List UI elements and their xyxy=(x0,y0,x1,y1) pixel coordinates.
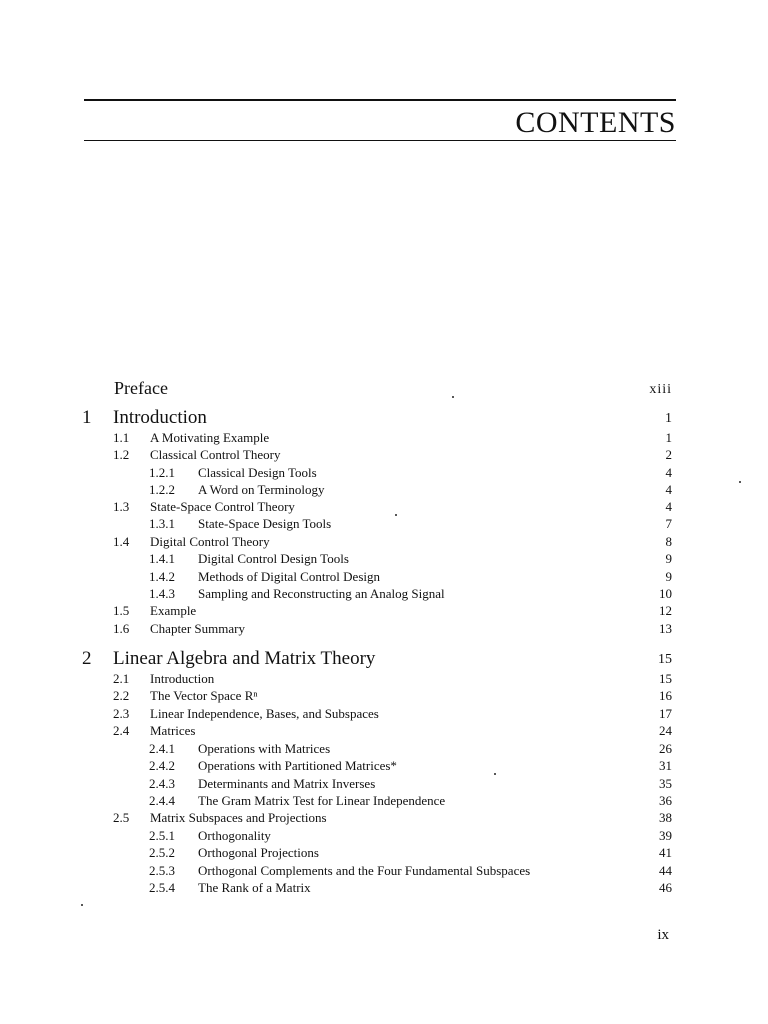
entry-title: Classical Design Tools xyxy=(198,465,317,480)
entry-page: 7 xyxy=(665,516,672,531)
entry-title: Determinants and Matrix Inverses xyxy=(198,776,376,791)
entry-page: 4 xyxy=(665,482,672,497)
entry-title: Matrix Subspaces and Projections xyxy=(150,810,327,825)
entry-title: A Word on Terminology xyxy=(198,482,325,497)
entry-number: 2.4.2 xyxy=(149,758,175,773)
entry-page: 26 xyxy=(659,741,672,756)
entry-title: Orthogonal Complements and the Four Fundamental Subspaces xyxy=(198,863,531,878)
entry-page: 38 xyxy=(659,810,672,825)
entry-title: Digital Control Theory xyxy=(150,534,270,549)
toc-section-entry[interactable] xyxy=(0,603,768,621)
entry-number: 2.2 xyxy=(113,688,130,703)
entry-number: 1.3.1 xyxy=(149,516,175,531)
entry-title: State-Space Control Theory xyxy=(150,499,295,514)
entry-number: 1.4 xyxy=(113,534,130,549)
entry-page: xiii xyxy=(649,382,672,397)
toc-section-entry[interactable] xyxy=(0,534,768,552)
entry-number: 2.4.3 xyxy=(149,776,175,791)
entry-number: 1.6 xyxy=(113,621,130,636)
entry-page: 35 xyxy=(659,776,672,791)
entry-title: The Rank of a Matrix xyxy=(198,880,311,895)
toc-section-entry[interactable] xyxy=(0,810,768,828)
toc-subsection-entry[interactable] xyxy=(0,828,768,846)
entry-page: 15 xyxy=(658,652,672,667)
entry-page: 39 xyxy=(659,828,672,843)
entry-page: 36 xyxy=(659,793,672,808)
entry-number: 2.5.1 xyxy=(149,828,175,843)
entry-title: The Vector Space Rⁿ xyxy=(150,688,258,703)
top-rule xyxy=(84,99,676,101)
entry-number: 2.1 xyxy=(113,671,130,686)
entry-number: 1.2.1 xyxy=(149,465,175,480)
entry-page: 9 xyxy=(665,569,672,584)
entry-number: 1.3 xyxy=(113,499,130,514)
entry-title: Introduction xyxy=(113,407,207,428)
toc-section-entry[interactable] xyxy=(0,430,768,448)
toc-subsection-entry[interactable] xyxy=(0,863,768,881)
toc-section-entry[interactable] xyxy=(0,688,768,706)
entry-title: Chapter Summary xyxy=(150,621,245,636)
entry-page: 1 xyxy=(665,411,672,426)
scan-speck xyxy=(739,481,741,483)
entry-title: Digital Control Design Tools xyxy=(198,551,349,566)
entry-page: 4 xyxy=(665,499,672,514)
toc-subsection-entry[interactable] xyxy=(0,758,768,776)
entry-title: State-Space Design Tools xyxy=(198,516,332,531)
entry-title: Operations with Partitioned Matrices* xyxy=(198,758,397,773)
entry-page: 16 xyxy=(659,688,672,703)
entry-title: Example xyxy=(150,603,197,618)
entry-page: 1 xyxy=(665,430,672,445)
toc-section-entry[interactable] xyxy=(0,723,768,741)
entry-number: 2.3 xyxy=(113,706,130,721)
toc-subsection-entry[interactable] xyxy=(0,551,768,569)
entry-number: 2.4.4 xyxy=(149,793,175,808)
contents-heading: CONTENTS xyxy=(515,106,676,139)
entry-number: 1.1 xyxy=(113,430,130,445)
scan-speck xyxy=(452,396,454,398)
entry-title: Linear Independence, Bases, and Subspaces xyxy=(150,706,379,721)
toc-section-entry[interactable] xyxy=(0,706,768,724)
entry-number: 2.5 xyxy=(113,810,130,825)
entry-title: Orthogonal Projections xyxy=(198,845,319,860)
toc-subsection-entry[interactable] xyxy=(0,586,768,604)
entry-page: 44 xyxy=(659,863,672,878)
entry-page: 17 xyxy=(659,706,672,721)
entry-page: 13 xyxy=(659,621,672,636)
toc-subsection-entry[interactable] xyxy=(0,465,768,483)
bottom-rule xyxy=(84,140,676,141)
entry-title: Matrices xyxy=(150,723,196,738)
entry-page: 2 xyxy=(665,447,672,462)
toc-section-entry[interactable] xyxy=(0,447,768,465)
entry-page: 31 xyxy=(659,758,672,773)
entry-number: 1.4.2 xyxy=(149,569,175,584)
entry-number: 1.5 xyxy=(113,603,130,618)
entry-number: 1.2.2 xyxy=(149,482,175,497)
entry-page: 9 xyxy=(665,551,672,566)
entry-page: 24 xyxy=(659,723,672,738)
entry-page: 10 xyxy=(659,586,672,601)
page-number: ix xyxy=(657,927,669,943)
toc-subsection-entry[interactable] xyxy=(0,569,768,587)
entry-page: 46 xyxy=(659,880,672,895)
entry-title: Introduction xyxy=(150,671,215,686)
entry-number: 1.2 xyxy=(113,447,130,462)
toc-subsection-entry[interactable] xyxy=(0,880,768,898)
toc-section-entry[interactable] xyxy=(0,621,768,639)
entry-number: 2.5.2 xyxy=(149,845,175,860)
toc-section-entry[interactable] xyxy=(0,671,768,689)
toc-subsection-entry[interactable] xyxy=(0,482,768,500)
scan-speck xyxy=(494,773,496,775)
toc-preface-entry[interactable] xyxy=(0,378,768,396)
scan-speck xyxy=(395,514,397,516)
entry-page: 8 xyxy=(665,534,672,549)
entry-title: Orthogonality xyxy=(198,828,271,843)
toc-subsection-entry[interactable] xyxy=(0,776,768,794)
entry-page: 12 xyxy=(659,603,672,618)
entry-title: Preface xyxy=(114,378,168,398)
toc-chapter-entry[interactable] xyxy=(0,407,768,428)
entry-title: A Motivating Example xyxy=(150,430,270,445)
toc-subsection-entry[interactable] xyxy=(0,793,768,811)
toc-chapter-entry[interactable] xyxy=(0,648,768,669)
entry-number: 2.4 xyxy=(113,723,130,738)
entry-title: The Gram Matrix Test for Linear Independence xyxy=(198,793,446,808)
toc-section-entry[interactable] xyxy=(0,499,768,517)
entry-number: 1.4.1 xyxy=(149,551,175,566)
toc-subsection-entry[interactable] xyxy=(0,741,768,759)
entry-page: 41 xyxy=(659,845,672,860)
entry-title: Classical Control Theory xyxy=(150,447,281,462)
entry-number: 2.5.4 xyxy=(149,880,175,895)
entry-number: 2.4.1 xyxy=(149,741,175,756)
entry-title: Methods of Digital Control Design xyxy=(198,569,380,584)
toc-subsection-entry[interactable] xyxy=(0,516,768,534)
chapter-number: 1 xyxy=(82,407,92,428)
scan-speck xyxy=(81,904,83,906)
chapter-number: 2 xyxy=(82,648,92,669)
entry-page: 15 xyxy=(659,671,672,686)
entry-page: 4 xyxy=(665,465,672,480)
entry-number: 1.4.3 xyxy=(149,586,175,601)
entry-number: 2.5.3 xyxy=(149,863,175,878)
entry-title: Linear Algebra and Matrix Theory xyxy=(113,648,376,669)
entry-title: Sampling and Reconstructing an Analog Signal xyxy=(198,586,445,601)
toc-subsection-entry[interactable] xyxy=(0,845,768,863)
entry-title: Operations with Matrices xyxy=(198,741,331,756)
